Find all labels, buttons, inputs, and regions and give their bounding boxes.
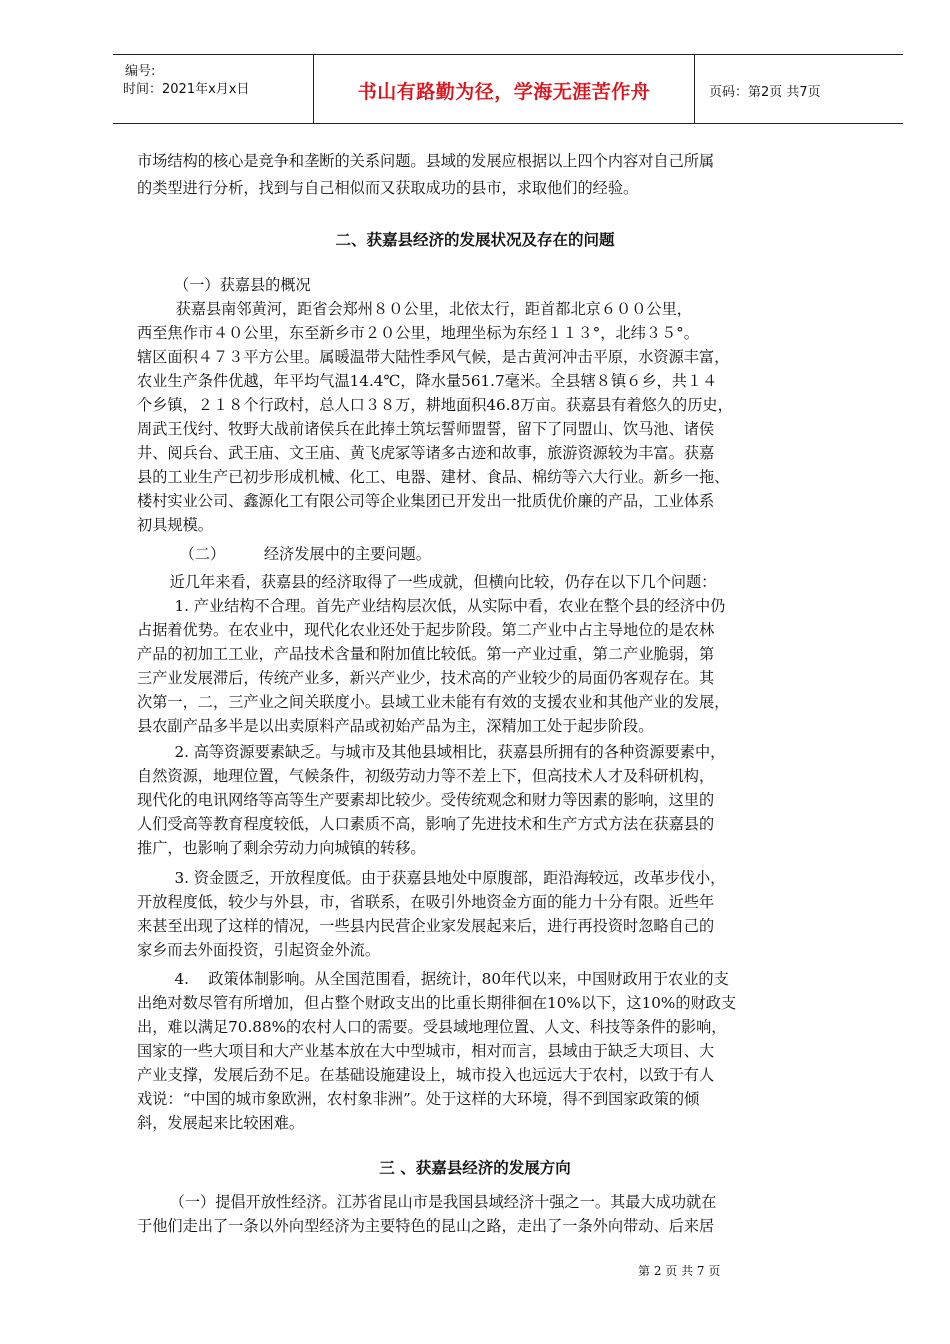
body-line: 来甚至出现了这样的情况，一些县内民营企业家发展起来后，进行再投资时忽略自己的	[137, 917, 715, 935]
body-line: 个乡镇，２１８个行政村，总人口３８万，耕地面积46.8万亩。获嘉县有着悠久的历史，	[137, 396, 733, 414]
section-heading: 二、获嘉县经济的发展状况及存在的问题	[335, 231, 615, 249]
body-line: 占据着优势。在农业中，现代化农业还处于起步阶段。第二产业中占主导地位的是农林	[137, 621, 715, 639]
body-line: 3. 资金匮乏，开放程度低。由于获嘉县地处中原腹部，距沿海较远，改革步伐小，	[160, 869, 726, 887]
body-line: 于他们走出了一条以外向型经济为主要特色的昆山之路，走出了一条外向带动、后来居	[137, 1217, 715, 1235]
body-line: 获嘉县南邻黄河，距省会郑州８０公里，北依太行，距首都北京６００公里，	[137, 300, 692, 318]
header-page-cell	[695, 55, 903, 123]
body-line: 初具规模。	[137, 516, 213, 534]
section-heading: 三 、获嘉县经济的发展方向	[379, 1159, 571, 1177]
body-line: 井、阅兵台、武王庙、文王庙、黄飞虎冢等诸多古迹和故事，旅游资源较为丰富。获嘉	[137, 444, 715, 462]
document-time-label: 时间：2021年x月x日	[123, 82, 250, 97]
body-line: 开放程度低，较少与外县，市，省联系，在吸引外地资金方面的能力十分有限。近些年	[137, 893, 715, 911]
body-line: 县农副产品多半是以出卖原料产品或初始产品为主，深精加工处于起步阶段。	[137, 717, 654, 735]
document-number-label: 编号:	[125, 64, 156, 79]
page-footer: 第 2 页 共 7 页	[638, 1264, 721, 1278]
body-line: 斜，发展起来比较困难。	[137, 1114, 305, 1132]
body-line: 次第一，二，三产业之间关联度小。县域工业未能有有效的支援农业和其他产业的发展，	[137, 693, 730, 711]
page-header	[113, 54, 903, 124]
body-line: 楼村实业公司、鑫源化工有限公司等企业集团已开发出一批质优价廉的产品，工业体系	[137, 492, 715, 510]
body-line: 戏说：“中国的城市象欧洲，农村象非洲”。处于这样的大环境，得不到国家政策的倾	[137, 1090, 700, 1108]
subsection-heading: （一）获嘉县的概况	[174, 276, 311, 294]
body-line: 推广，也影响了剩余劳动力向城镇的转移。	[137, 839, 426, 857]
header-motto: 书山有路勤为径，学海无涯苦作舟	[357, 81, 651, 103]
header-meta-cell	[113, 55, 314, 123]
body-line: 现代化的电讯网络等高等生产要素却比较少。受传统观念和财力等因素的影响，这里的	[137, 791, 715, 809]
body-line: 人们受高等教育程度较低，人口素质不高，影响了先进技术和生产方式方法在获嘉县的	[137, 815, 715, 833]
body-line: 自然资源，地理位置，气候条件，初级劳动力等不差上下，但高技术人才及科研机构，	[137, 767, 715, 785]
body-line: 县的工业生产已初步形成机械、化工、电器、建材、食品、棉纺等六大行业。新乡一拖、	[137, 468, 730, 486]
body-line: 辖区面积４７３平方公里。属暖温带大陆性季风气候，是古黄河冲击平原，水资源丰富，	[137, 348, 730, 366]
body-line: 家乡而去外面投资，引起资金外流。	[137, 941, 380, 959]
header-page-number: 页码：第2页 共7页	[709, 85, 821, 100]
body-line: 产业支撑，发展后劲不足。在基础设施建设上，城市投入也远远大于农村，以致于有人	[137, 1066, 715, 1084]
body-line: 的类型进行分析，找到与自己相似而又获取成功的县市，求取他们的经验。	[137, 179, 639, 197]
header-motto-cell	[314, 55, 695, 123]
body-line: 1. 产业结构不合理。首先产业结构层次低，从实际中看，农业在整个县的经济中仍	[160, 597, 726, 615]
body-line: 近几年来看，获嘉县的经济取得了一些成就，但横向比较，仍存在以下几个问题：	[160, 573, 717, 591]
body-line: 4. 政策体制影响。从全国范围看，据统计，80年代以来，中国财政用于农业的支	[160, 970, 729, 988]
body-line: 农业生产条件优越，年平均气温14.4℃，降水量561.7毫米。全县辖８镇６乡，共１４	[137, 372, 718, 390]
body-line: 出，难以满足70.88%的农村人口的需要。受县域地理位置、人文、科技等条件的影响，	[137, 1018, 727, 1036]
subsection-heading: （二） 经济发展中的主要问题。	[170, 545, 431, 563]
body-line: （一）提倡开放性经济。江苏省昆山市是我国县域经济十强之一。其最大成功就在	[160, 1193, 717, 1211]
body-line: 出绝对数尽管有所增加，但占整个财政支出的比重长期徘徊在10%以下，这10%的财政支	[137, 994, 737, 1012]
body-line: 市场结构的核心是竞争和垄断的关系问题。县域的发展应根据以上四个内容对自己所属	[137, 152, 715, 170]
body-line: 2. 高等资源要素缺乏。与城市及其他县域相比，获嘉县所拥有的各种资源要素中，	[160, 743, 726, 761]
body-line: 周武王伐纣、牧野大战前诸侯兵在此捧土筑坛誓师盟誓，留下了同盟山、饮马池、诸侯	[137, 420, 715, 438]
body-line: 三产业发展滞后，传统产业多，新兴产业少，技术高的产业较少的局面仍客观存在。其	[137, 669, 715, 687]
body-line: 西至焦作市４０公里，东至新乡市２０公里，地理坐标为东经１１３°，北纬３５°。	[137, 324, 699, 342]
body-line: 国家的一些大项目和大产业基本放在大中型城市，相对而言，县域由于缺乏大项目、大	[137, 1042, 715, 1060]
body-line: 产品的初加工工业，产品技术含量和附加值比较低。第一产业过重，第二产业脆弱，第	[137, 645, 715, 663]
